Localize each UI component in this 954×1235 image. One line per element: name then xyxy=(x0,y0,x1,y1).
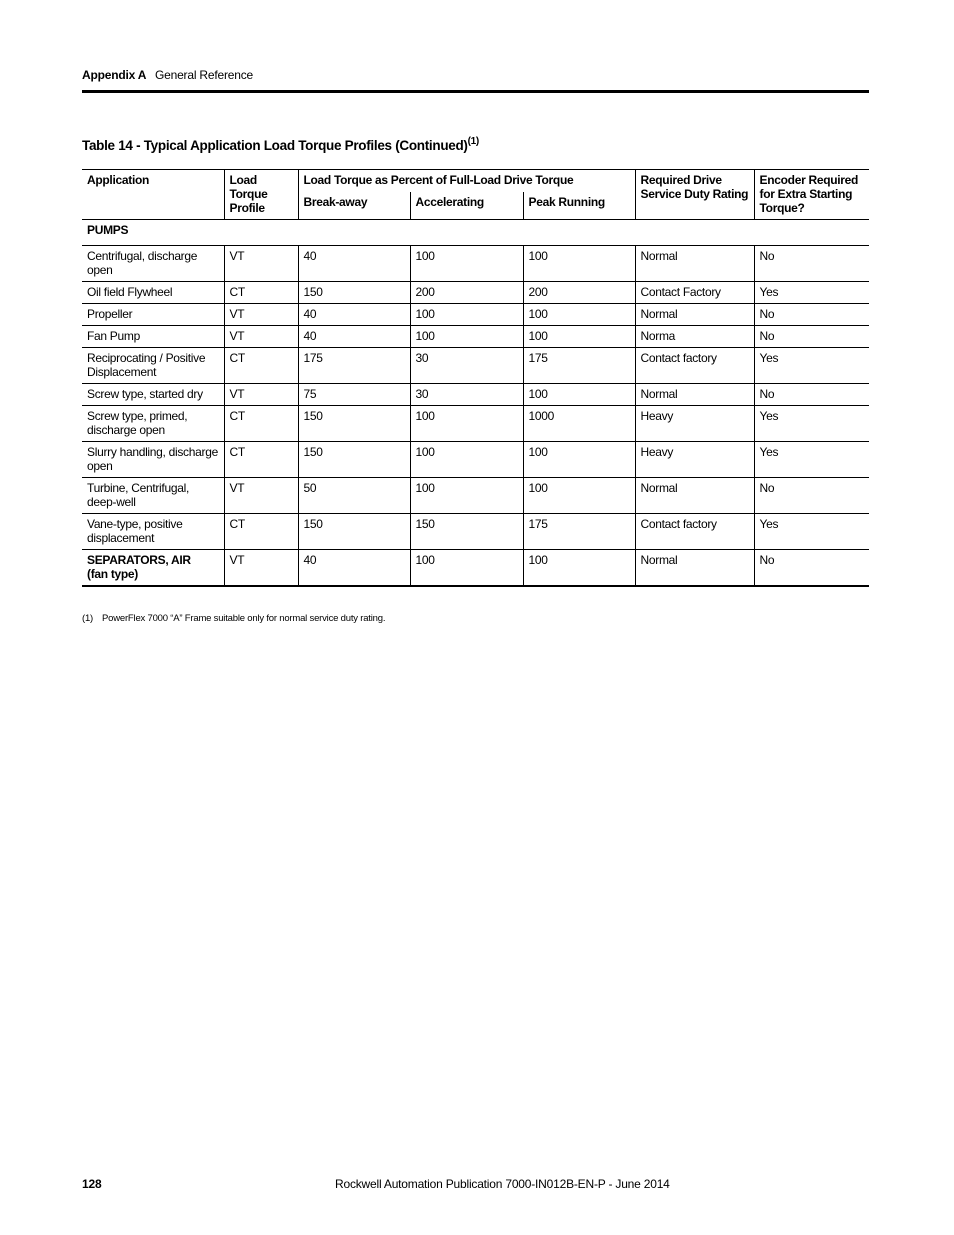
table-title-text: Table 14 - Typical Application Load Torque Profiles (Continued) xyxy=(82,138,468,153)
cell-profile: CT xyxy=(224,348,298,384)
cell-duty: Normal xyxy=(635,304,754,326)
cell-break-away: 150 xyxy=(298,282,410,304)
load-torque-table xyxy=(82,169,869,587)
cell-break-away: 150 xyxy=(298,442,410,478)
cell-profile: CT xyxy=(224,442,298,478)
cell-encoder: No xyxy=(754,550,869,587)
col-header-duty-rating: Required Drive Service Duty Rating xyxy=(635,170,754,220)
cell-peak-running: 100 xyxy=(523,478,635,514)
cell-profile: VT xyxy=(224,326,298,348)
cell-application: Screw type, started dry xyxy=(82,384,224,406)
separators-line2: (fan type) xyxy=(87,567,139,581)
cell-profile: VT xyxy=(224,384,298,406)
title-footnote-ref: (1) xyxy=(467,136,479,147)
cell-peak-running: 100 xyxy=(523,326,635,348)
cell-encoder: Yes xyxy=(754,348,869,384)
cell-break-away: 40 xyxy=(298,246,410,282)
cell-profile: CT xyxy=(224,514,298,550)
cell-profile: CT xyxy=(224,282,298,304)
cell-profile: VT xyxy=(224,246,298,282)
cell-accelerating: 100 xyxy=(410,326,523,348)
cell-profile: VT xyxy=(224,304,298,326)
cell-encoder: No xyxy=(754,384,869,406)
footnote-mark: (1) xyxy=(82,613,94,624)
cell-application xyxy=(82,550,224,587)
cell-break-away: 40 xyxy=(298,550,410,587)
cell-accelerating: 200 xyxy=(410,282,523,304)
cell-application: Slurry handling, discharge open xyxy=(82,442,224,478)
table-row xyxy=(82,348,869,384)
cell-accelerating: 100 xyxy=(410,550,523,587)
table-row xyxy=(82,326,869,348)
table-row xyxy=(82,478,869,514)
cell-break-away: 40 xyxy=(298,326,410,348)
cell-duty: Normal xyxy=(635,384,754,406)
table-row xyxy=(82,246,869,282)
cell-break-away: 40 xyxy=(298,304,410,326)
cell-application: Propeller xyxy=(82,304,224,326)
cell-duty: Heavy xyxy=(635,406,754,442)
publication-id: Rockwell Automation Publication 7000-IN012B-EN-P - June 2014 xyxy=(335,1177,670,1191)
cell-accelerating: 100 xyxy=(410,442,523,478)
cell-duty: Heavy xyxy=(635,442,754,478)
section-label: General Reference xyxy=(155,68,253,82)
col-header-peak-running: Peak Running xyxy=(523,192,635,220)
cell-duty: Normal xyxy=(635,246,754,282)
col-header-load-torque-profile: Load Torque Profile xyxy=(224,170,298,220)
cell-duty: Normal xyxy=(635,478,754,514)
cell-application: Reciprocating / Positive Displacement xyxy=(82,348,224,384)
cell-peak-running: 100 xyxy=(523,384,635,406)
section-label-pumps: PUMPS xyxy=(82,220,869,246)
cell-application: Vane-type, positive displacement xyxy=(82,514,224,550)
cell-application: Centrifugal, discharge open xyxy=(82,246,224,282)
cell-break-away: 175 xyxy=(298,348,410,384)
table-row xyxy=(82,282,869,304)
cell-application: Turbine, Centrifugal, deep-well xyxy=(82,478,224,514)
cell-accelerating: 30 xyxy=(410,348,523,384)
page-number: 128 xyxy=(82,1177,102,1191)
cell-peak-running: 100 xyxy=(523,442,635,478)
col-header-load-torque-percent: Load Torque as Percent of Full-Load Drive Torque xyxy=(298,170,635,193)
page-header xyxy=(82,66,869,93)
cell-break-away: 150 xyxy=(298,514,410,550)
cell-duty: Contact factory xyxy=(635,514,754,550)
cell-peak-running: 100 xyxy=(523,550,635,587)
cell-profile: VT xyxy=(224,550,298,587)
table-row xyxy=(82,406,869,442)
cell-encoder: No xyxy=(754,304,869,326)
cell-application: Oil field Flywheel xyxy=(82,282,224,304)
col-header-encoder: Encoder Required for Extra Starting Torque? xyxy=(754,170,869,220)
cell-break-away: 50 xyxy=(298,478,410,514)
col-header-application: Application xyxy=(82,170,224,220)
table-footnote xyxy=(82,613,385,624)
cell-application: Fan Pump xyxy=(82,326,224,348)
separators-line1: SEPARATORS, AIR xyxy=(87,553,191,567)
footnote-text: PowerFlex 7000 “A” Frame suitable only for normal service duty rating. xyxy=(102,613,386,624)
table-row xyxy=(82,514,869,550)
cell-encoder: Yes xyxy=(754,442,869,478)
cell-encoder: No xyxy=(754,478,869,514)
table-row xyxy=(82,304,869,326)
col-header-accelerating: Accelerating xyxy=(410,192,523,220)
table-row xyxy=(82,384,869,406)
table-row xyxy=(82,442,869,478)
cell-accelerating: 150 xyxy=(410,514,523,550)
cell-encoder: Yes xyxy=(754,282,869,304)
cell-profile: CT xyxy=(224,406,298,442)
cell-peak-running: 100 xyxy=(523,246,635,282)
col-header-break-away: Break-away xyxy=(298,192,410,220)
cell-duty: Norma xyxy=(635,326,754,348)
cell-break-away: 75 xyxy=(298,384,410,406)
table-title xyxy=(82,138,479,153)
cell-peak-running: 175 xyxy=(523,348,635,384)
cell-duty: Normal xyxy=(635,550,754,587)
section-row-pumps xyxy=(82,220,869,246)
cell-encoder: Yes xyxy=(754,514,869,550)
cell-duty: Contact factory xyxy=(635,348,754,384)
cell-accelerating: 100 xyxy=(410,406,523,442)
cell-peak-running: 175 xyxy=(523,514,635,550)
cell-duty: Contact Factory xyxy=(635,282,754,304)
cell-accelerating: 100 xyxy=(410,478,523,514)
cell-peak-running: 100 xyxy=(523,304,635,326)
cell-encoder: Yes xyxy=(754,406,869,442)
cell-profile: VT xyxy=(224,478,298,514)
cell-accelerating: 30 xyxy=(410,384,523,406)
cell-peak-running: 200 xyxy=(523,282,635,304)
table-row-separators xyxy=(82,550,869,587)
cell-peak-running: 1000 xyxy=(523,406,635,442)
cell-encoder: No xyxy=(754,246,869,282)
appendix-label: Appendix A xyxy=(82,68,147,82)
cell-accelerating: 100 xyxy=(410,304,523,326)
cell-accelerating: 100 xyxy=(410,246,523,282)
cell-application: Screw type, primed, discharge open xyxy=(82,406,224,442)
cell-encoder: No xyxy=(754,326,869,348)
cell-break-away: 150 xyxy=(298,406,410,442)
